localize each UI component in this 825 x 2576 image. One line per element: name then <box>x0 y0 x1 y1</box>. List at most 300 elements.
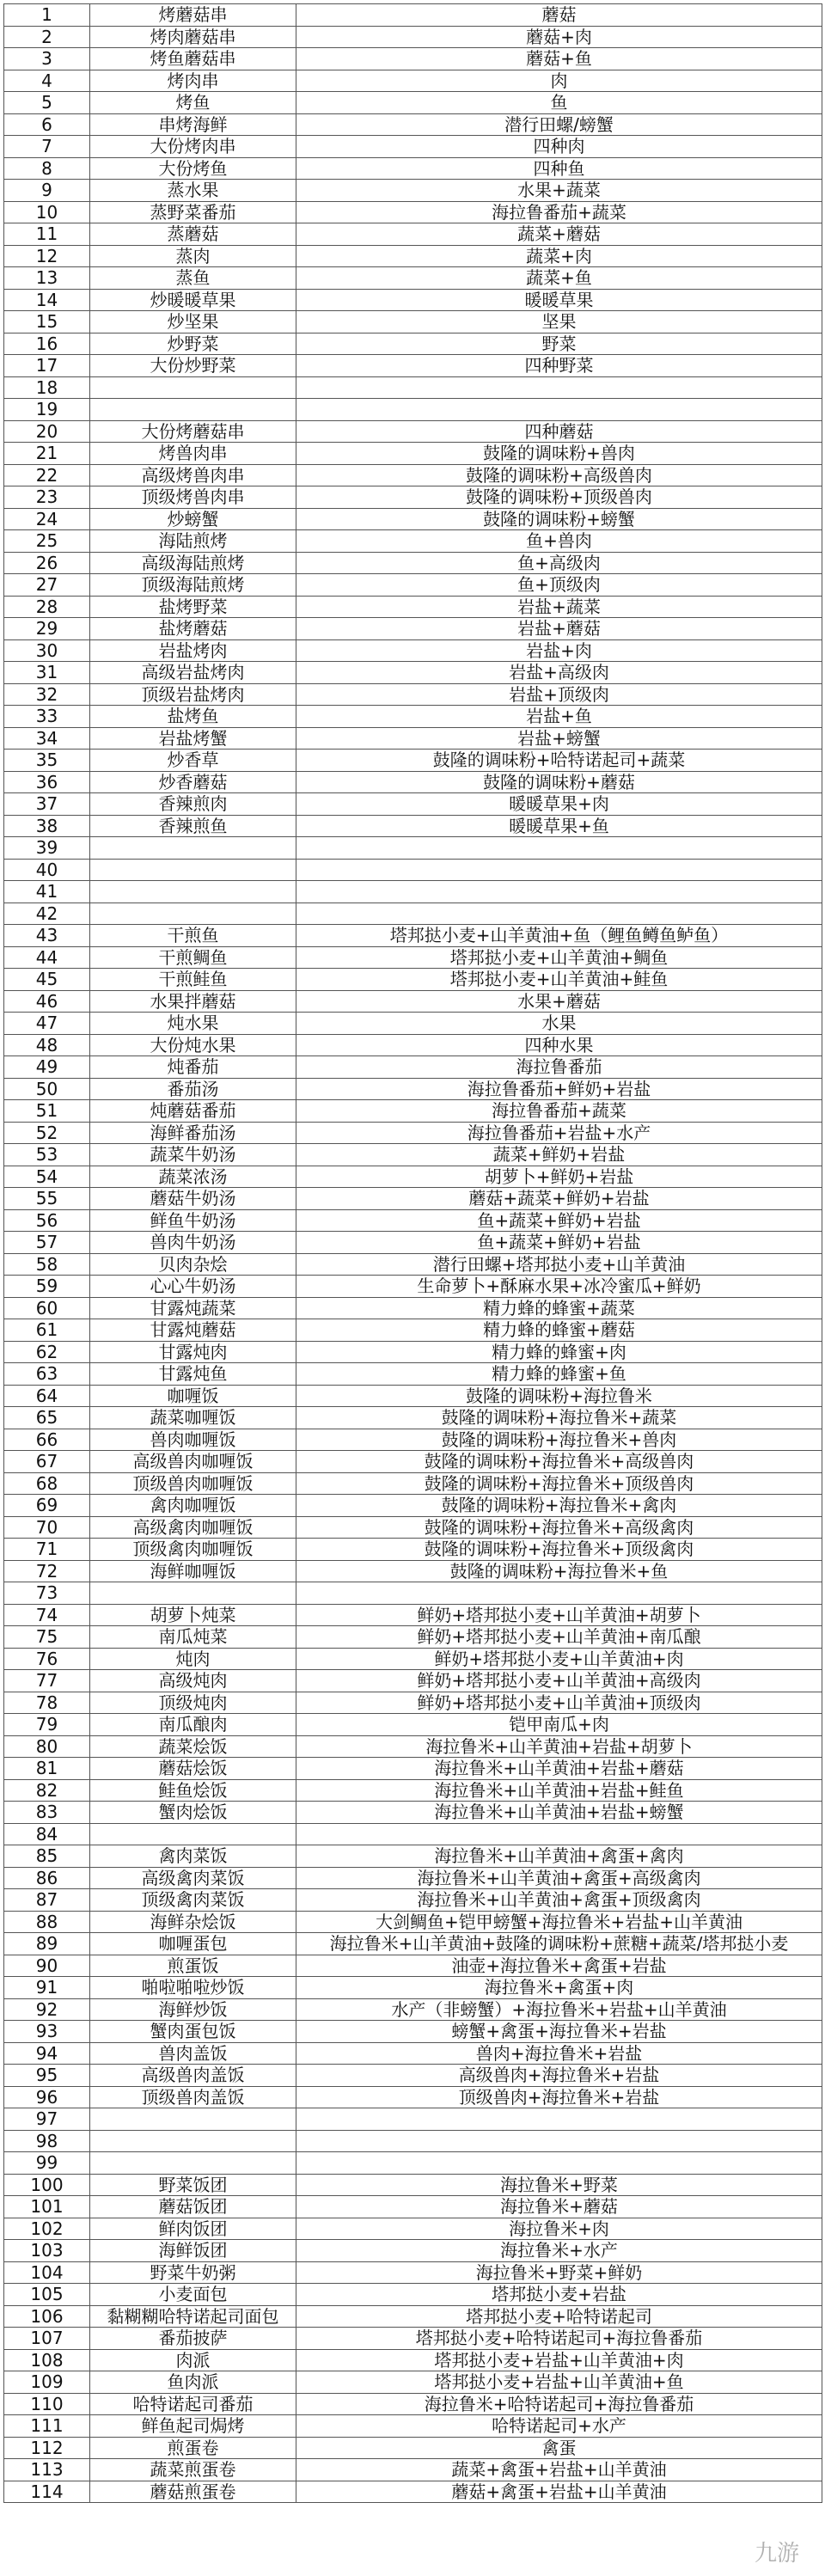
ingredients-cell <box>296 1582 822 1605</box>
row-number-cell: 61 <box>4 1319 90 1342</box>
row-number-cell: 6 <box>4 113 90 136</box>
table-row <box>4 2065 822 2087</box>
ingredients-cell: 鲜奶+塔邦挞小麦+山羊黄油+高级肉 <box>296 1670 822 1692</box>
row-number-cell: 42 <box>4 903 90 925</box>
ingredients-cell: 蔬菜+肉 <box>296 245 822 267</box>
table-row <box>4 4 822 27</box>
ingredients-cell: 鼓隆的调味粉+海拉鲁米+高级禽肉 <box>296 1516 822 1539</box>
row-number-cell: 35 <box>4 750 90 772</box>
ingredients-cell: 海拉鲁番茄+蔬菜 <box>296 201 822 223</box>
ingredients-cell: 精力蜂的蜂蜜+肉 <box>296 1341 822 1363</box>
dish-name-cell: 甘露炖肉 <box>90 1341 296 1363</box>
dish-name-cell <box>90 376 296 399</box>
row-number-cell: 31 <box>4 662 90 684</box>
ingredients-cell: 鼓隆的调味粉+兽肉 <box>296 443 822 465</box>
dish-name-cell: 炖蘑菇番茄 <box>90 1100 296 1123</box>
dish-name-cell <box>90 859 296 881</box>
table-row <box>4 223 822 246</box>
dish-name-cell: 香辣煎肉 <box>90 793 296 816</box>
row-number-cell: 110 <box>4 2393 90 2415</box>
ingredients-cell: 塔邦挞小麦+哈特诺起司+海拉鲁番茄 <box>296 2328 822 2350</box>
row-number-cell: 23 <box>4 486 90 509</box>
dish-name-cell: 高级海陆煎烤 <box>90 552 296 574</box>
ingredients-cell: 蔬菜+鲜奶+岩盐 <box>296 1144 822 1166</box>
row-number-cell: 30 <box>4 639 90 662</box>
table-row <box>4 2328 822 2350</box>
ingredients-cell: 岩盐+顶级肉 <box>296 683 822 706</box>
table-row <box>4 1209 822 1232</box>
table-row <box>4 201 822 223</box>
ingredients-cell: 精力蜂的蜂蜜+鱼 <box>296 1363 822 1386</box>
ingredients-cell: 水果+蘑菇 <box>296 990 822 1013</box>
table-row <box>4 662 822 684</box>
ingredients-cell: 水果 <box>296 1013 822 1035</box>
ingredients-cell: 四种蘑菇 <box>296 420 822 443</box>
table-row <box>4 1166 822 1188</box>
ingredients-cell: 岩盐+鱼 <box>296 706 822 728</box>
table-row <box>4 1232 822 1254</box>
row-number-cell: 74 <box>4 1604 90 1626</box>
ingredients-cell: 鲜奶+塔邦挞小麦+山羊黄油+顶级肉 <box>296 1692 822 1714</box>
dish-name-cell: 大份烤鱼 <box>90 157 296 180</box>
dish-name-cell: 香辣煎鱼 <box>90 815 296 837</box>
table-row <box>4 333 822 355</box>
row-number-cell: 54 <box>4 1166 90 1188</box>
row-number-cell: 36 <box>4 771 90 793</box>
dish-name-cell: 蘑菇烩饭 <box>90 1758 296 1780</box>
row-number-cell: 106 <box>4 2305 90 2328</box>
table-row <box>4 837 822 860</box>
dish-name-cell: 水果拌蘑菇 <box>90 990 296 1013</box>
row-number-cell: 16 <box>4 333 90 355</box>
row-number-cell: 7 <box>4 136 90 158</box>
table-row <box>4 1472 822 1495</box>
table-row <box>4 1582 822 1605</box>
dish-name-cell: 鲜肉饭团 <box>90 2218 296 2240</box>
table-row <box>4 1889 822 1912</box>
ingredients-cell: 水产（非螃蟹）+海拉鲁米+岩盐+山羊黄油 <box>296 1998 822 2021</box>
row-number-cell: 79 <box>4 1714 90 1736</box>
dish-name-cell: 鲜鱼牛奶汤 <box>90 1209 296 1232</box>
row-number-cell: 51 <box>4 1100 90 1123</box>
ingredients-cell: 塔邦挞小麦+山羊黄油+鲷鱼 <box>296 946 822 969</box>
table-row <box>4 925 822 947</box>
row-number-cell: 55 <box>4 1188 90 1210</box>
dish-name-cell: 贝肉杂烩 <box>90 1253 296 1276</box>
row-number-cell: 92 <box>4 1998 90 2021</box>
dish-name-cell: 高级岩盐烤肉 <box>90 662 296 684</box>
dish-name-cell: 高级禽肉菜饭 <box>90 1867 296 1889</box>
row-number-cell: 67 <box>4 1451 90 1473</box>
table-row <box>4 683 822 706</box>
table-row <box>4 706 822 728</box>
dish-name-cell: 鱼肉派 <box>90 2371 296 2394</box>
table-row <box>4 771 822 793</box>
row-number-cell: 48 <box>4 1034 90 1056</box>
ingredients-cell: 海拉鲁番茄 <box>296 1056 822 1079</box>
row-number-cell: 37 <box>4 793 90 816</box>
table-row <box>4 881 822 903</box>
table-row <box>4 311 822 333</box>
dish-name-cell: 蟹肉烩饭 <box>90 1802 296 1824</box>
row-number-cell: 46 <box>4 990 90 1013</box>
row-number-cell: 39 <box>4 837 90 860</box>
table-row <box>4 2042 822 2065</box>
row-number-cell: 59 <box>4 1276 90 1298</box>
row-number-cell: 19 <box>4 399 90 421</box>
dish-name-cell: 鲜鱼起司焗烤 <box>90 2415 296 2438</box>
ingredients-cell: 海拉鲁米+蘑菇 <box>296 2196 822 2218</box>
dish-name-cell: 烤鱼 <box>90 92 296 114</box>
table-row <box>4 1867 822 1889</box>
ingredients-cell: 暖暖草果+鱼 <box>296 815 822 837</box>
row-number-cell: 63 <box>4 1363 90 1386</box>
dish-name-cell: 甘露炖鱼 <box>90 1363 296 1386</box>
row-number-cell: 82 <box>4 1779 90 1802</box>
table-row <box>4 2459 822 2481</box>
dish-name-cell: 炒螃蟹 <box>90 508 296 530</box>
ingredients-cell: 海拉鲁米+山羊黄油+岩盐+胡萝卜 <box>296 1735 822 1758</box>
dish-name-cell: 炒野菜 <box>90 333 296 355</box>
row-number-cell: 102 <box>4 2218 90 2240</box>
row-number-cell: 24 <box>4 508 90 530</box>
table-row <box>4 727 822 750</box>
table-row <box>4 969 822 991</box>
ingredients-cell: 海拉鲁米+野菜+鲜奶 <box>296 2261 822 2284</box>
dish-name-cell: 蔬菜牛奶汤 <box>90 1144 296 1166</box>
ingredients-cell: 塔邦挞小麦+哈特诺起司 <box>296 2305 822 2328</box>
ingredients-cell <box>296 837 822 860</box>
row-number-cell: 29 <box>4 618 90 640</box>
table-row <box>4 990 822 1013</box>
ingredients-cell: 顶级兽肉+海拉鲁米+岩盐 <box>296 2086 822 2108</box>
table-row <box>4 1845 822 1868</box>
table-row <box>4 420 822 443</box>
dish-name-cell: 甘露炖蔬菜 <box>90 1297 296 1319</box>
row-number-cell: 22 <box>4 464 90 486</box>
ingredients-cell: 水果+蔬菜 <box>296 180 822 202</box>
row-number-cell: 12 <box>4 245 90 267</box>
dish-name-cell: 蟹肉蛋包饭 <box>90 2021 296 2043</box>
ingredients-cell: 鼓隆的调味粉+蘑菇 <box>296 771 822 793</box>
ingredients-cell: 坚果 <box>296 311 822 333</box>
dish-name-cell: 海鲜饭团 <box>90 2240 296 2262</box>
dish-name-cell: 岩盐烤蟹 <box>90 727 296 750</box>
table-row <box>4 859 822 881</box>
table-row <box>4 2086 822 2108</box>
dish-name-cell: 海鲜咖喱饭 <box>90 1560 296 1582</box>
dish-name-cell: 海鲜番茄汤 <box>90 1122 296 1144</box>
dish-name-cell: 大份烤肉串 <box>90 136 296 158</box>
ingredients-cell: 海拉鲁米+山羊黄油+岩盐+蘑菇 <box>296 1758 822 1780</box>
ingredients-cell: 胡萝卜+鲜奶+岩盐 <box>296 1166 822 1188</box>
ingredients-cell: 海拉鲁米+山羊黄油+禽蛋+顶级禽肉 <box>296 1889 822 1912</box>
table-row <box>4 1407 822 1429</box>
dish-name-cell: 顶级炖肉 <box>90 1692 296 1714</box>
ingredients-cell: 塔邦挞小麦+山羊黄油+鱼（鲤鱼鳟鱼鲈鱼） <box>296 925 822 947</box>
ingredients-cell <box>296 2108 822 2131</box>
ingredients-cell <box>296 903 822 925</box>
table-row <box>4 815 822 837</box>
row-number-cell: 103 <box>4 2240 90 2262</box>
row-number-cell: 45 <box>4 969 90 991</box>
table-row <box>4 1758 822 1780</box>
row-number-cell: 56 <box>4 1209 90 1232</box>
ingredients-cell: 海拉鲁米+禽蛋+肉 <box>296 1977 822 1999</box>
ingredients-cell: 肉 <box>296 70 822 92</box>
dish-name-cell: 禽肉菜饭 <box>90 1845 296 1868</box>
row-number-cell: 52 <box>4 1122 90 1144</box>
row-number-cell: 65 <box>4 1407 90 1429</box>
row-number-cell: 86 <box>4 1867 90 1889</box>
row-number-cell: 49 <box>4 1056 90 1079</box>
dish-name-cell: 煎蛋卷 <box>90 2437 296 2459</box>
dish-name-cell: 顶级禽肉咖喱饭 <box>90 1539 296 1561</box>
table-row <box>4 1626 822 1649</box>
ingredients-cell: 鼓隆的调味粉+海拉鲁米+高级兽肉 <box>296 1451 822 1473</box>
table-row <box>4 508 822 530</box>
table-row <box>4 1363 822 1386</box>
table-row <box>4 793 822 816</box>
row-number-cell: 11 <box>4 223 90 246</box>
row-number-cell: 112 <box>4 2437 90 2459</box>
table-row <box>4 48 822 70</box>
table-row <box>4 1056 822 1079</box>
row-number-cell: 71 <box>4 1539 90 1561</box>
row-number-cell: 70 <box>4 1516 90 1539</box>
dish-name-cell: 岩盐烤肉 <box>90 639 296 662</box>
table-row <box>4 1955 822 1977</box>
table-row <box>4 1823 822 1845</box>
dish-name-cell: 兽肉牛奶汤 <box>90 1232 296 1254</box>
ingredients-cell: 哈特诺起司+水产 <box>296 2415 822 2438</box>
table-row <box>4 1253 822 1276</box>
dish-name-cell <box>90 399 296 421</box>
ingredients-cell: 岩盐+高级肉 <box>296 662 822 684</box>
dish-name-cell: 蘑菇牛奶汤 <box>90 1188 296 1210</box>
dish-name-cell: 炒暖暖草果 <box>90 289 296 311</box>
row-number-cell: 108 <box>4 2349 90 2371</box>
dish-name-cell: 蒸肉 <box>90 245 296 267</box>
row-number-cell: 84 <box>4 1823 90 1845</box>
dish-name-cell: 野菜牛奶粥 <box>90 2261 296 2284</box>
row-number-cell: 113 <box>4 2459 90 2481</box>
ingredients-cell: 蘑菇+禽蛋+岩盐+山羊黄油 <box>296 2481 822 2503</box>
row-number-cell: 73 <box>4 1582 90 1605</box>
ingredients-cell: 鼓隆的调味粉+海拉鲁米+顶级禽肉 <box>296 1539 822 1561</box>
ingredients-cell: 四种水果 <box>296 1034 822 1056</box>
ingredients-cell: 蘑菇 <box>296 4 822 27</box>
row-number-cell: 1 <box>4 4 90 27</box>
ingredients-cell: 蘑菇+肉 <box>296 26 822 48</box>
dish-name-cell: 蒸水果 <box>90 180 296 202</box>
dish-name-cell: 大份炒野菜 <box>90 355 296 377</box>
dish-name-cell <box>90 1823 296 1845</box>
row-number-cell: 50 <box>4 1078 90 1100</box>
row-number-cell: 13 <box>4 267 90 290</box>
ingredients-cell: 大剑鲷鱼+铠甲螃蟹+海拉鲁米+岩盐+山羊黄油 <box>296 1911 822 1933</box>
dish-name-cell: 高级兽肉盖饭 <box>90 2065 296 2087</box>
dish-name-cell: 烤鱼蘑菇串 <box>90 48 296 70</box>
ingredients-cell: 鼓隆的调味粉+海拉鲁米+蔬菜 <box>296 1407 822 1429</box>
ingredients-cell: 海拉鲁米+野菜 <box>296 2174 822 2196</box>
table-row <box>4 903 822 925</box>
ingredients-cell: 精力蜂的蜂蜜+蘑菇 <box>296 1319 822 1342</box>
ingredients-cell <box>296 399 822 421</box>
dish-name-cell: 盐烤鱼 <box>90 706 296 728</box>
ingredients-cell: 塔邦挞小麦+岩盐+山羊黄油+肉 <box>296 2349 822 2371</box>
row-number-cell: 111 <box>4 2415 90 2438</box>
ingredients-cell: 暖暖草果+肉 <box>296 793 822 816</box>
ingredients-cell: 生命萝卜+酥麻水果+冰冷蜜瓜+鲜奶 <box>296 1276 822 1298</box>
ingredients-cell: 蘑菇+蔬菜+鲜奶+岩盐 <box>296 1188 822 1210</box>
ingredients-cell: 鼓隆的调味粉+螃蟹 <box>296 508 822 530</box>
dish-name-cell: 顶级兽肉盖饭 <box>90 2086 296 2108</box>
table-row <box>4 574 822 597</box>
row-number-cell: 104 <box>4 2261 90 2284</box>
dish-name-cell: 蒸蘑菇 <box>90 223 296 246</box>
dish-name-cell: 干煎鲷鱼 <box>90 946 296 969</box>
ingredients-cell: 岩盐+蘑菇 <box>296 618 822 640</box>
row-number-cell: 88 <box>4 1911 90 1933</box>
table-row <box>4 1692 822 1714</box>
table-row <box>4 2371 822 2394</box>
row-number-cell: 83 <box>4 1802 90 1824</box>
ingredients-cell: 蔬菜+蘑菇 <box>296 223 822 246</box>
dish-name-cell: 高级兽肉咖喱饭 <box>90 1451 296 1473</box>
ingredients-cell: 鱼 <box>296 92 822 114</box>
table-row <box>4 1319 822 1342</box>
ingredients-cell: 海拉鲁番茄+鲜奶+岩盐 <box>296 1078 822 1100</box>
row-number-cell: 97 <box>4 2108 90 2131</box>
table-row <box>4 530 822 553</box>
ingredients-cell: 蔬菜+鱼 <box>296 267 822 290</box>
row-number-cell: 2 <box>4 26 90 48</box>
table-row <box>4 26 822 48</box>
ingredients-cell: 鼓隆的调味粉+海拉鲁米 <box>296 1385 822 1407</box>
ingredients-cell: 鼓隆的调味粉+高级兽肉 <box>296 464 822 486</box>
row-number-cell: 4 <box>4 70 90 92</box>
table-row <box>4 464 822 486</box>
ingredients-cell: 海拉鲁番茄+蔬菜 <box>296 1100 822 1123</box>
ingredients-cell: 暖暖草果 <box>296 289 822 311</box>
ingredients-cell: 蘑菇+鱼 <box>296 48 822 70</box>
table-row <box>4 1648 822 1670</box>
dish-name-cell: 小麦面包 <box>90 2284 296 2306</box>
ingredients-cell: 鼓隆的调味粉+海拉鲁米+顶级兽肉 <box>296 1472 822 1495</box>
dish-name-cell: 顶级烤兽肉串 <box>90 486 296 509</box>
dish-name-cell: 肉派 <box>90 2349 296 2371</box>
ingredients-cell: 鼓隆的调味粉+哈特诺起司+蔬菜 <box>296 750 822 772</box>
table-row <box>4 1670 822 1692</box>
table-row <box>4 157 822 180</box>
row-number-cell: 78 <box>4 1692 90 1714</box>
dish-name-cell: 哈特诺起司番茄 <box>90 2393 296 2415</box>
table-row <box>4 1495 822 1517</box>
table-row <box>4 2108 822 2131</box>
table-row <box>4 1802 822 1824</box>
dish-name-cell: 海陆煎烤 <box>90 530 296 553</box>
ingredients-cell: 兽肉+海拉鲁米+岩盐 <box>296 2042 822 2065</box>
dish-name-cell: 蔬菜烩饭 <box>90 1735 296 1758</box>
table-row <box>4 2218 822 2240</box>
ingredients-cell: 海拉鲁米+山羊黄油+禽蛋+高级禽肉 <box>296 1867 822 1889</box>
row-number-cell: 32 <box>4 683 90 706</box>
table-row <box>4 1122 822 1144</box>
table-row <box>4 1735 822 1758</box>
dish-name-cell: 顶级禽肉菜饭 <box>90 1889 296 1912</box>
recipe-table <box>3 3 822 2503</box>
table-row <box>4 1013 822 1035</box>
ingredients-cell: 岩盐+螃蟹 <box>296 727 822 750</box>
table-row <box>4 946 822 969</box>
table-row <box>4 1516 822 1539</box>
table-row <box>4 552 822 574</box>
ingredients-cell: 禽蛋 <box>296 2437 822 2459</box>
row-number-cell: 114 <box>4 2481 90 2503</box>
table-row <box>4 1560 822 1582</box>
row-number-cell: 66 <box>4 1429 90 1451</box>
row-number-cell: 60 <box>4 1297 90 1319</box>
row-number-cell: 43 <box>4 925 90 947</box>
dish-name-cell: 兽肉咖喱饭 <box>90 1429 296 1451</box>
dish-name-cell: 心心牛奶汤 <box>90 1276 296 1298</box>
ingredients-cell: 潜行田螺+塔邦挞小麦+山羊黄油 <box>296 1253 822 1276</box>
ingredients-cell: 鱼+蔬菜+鲜奶+岩盐 <box>296 1209 822 1232</box>
ingredients-cell: 鲜奶+塔邦挞小麦+山羊黄油+胡萝卜 <box>296 1604 822 1626</box>
row-number-cell: 93 <box>4 2021 90 2043</box>
table-row <box>4 596 822 618</box>
row-number-cell: 98 <box>4 2130 90 2152</box>
row-number-cell: 8 <box>4 157 90 180</box>
ingredients-cell: 海拉鲁米+肉 <box>296 2218 822 2240</box>
ingredients-cell: 油壶+海拉鲁米+禽蛋+岩盐 <box>296 1955 822 1977</box>
table-row <box>4 1188 822 1210</box>
ingredients-cell: 海拉鲁米+哈特诺起司+海拉鲁番茄 <box>296 2393 822 2415</box>
row-number-cell: 10 <box>4 201 90 223</box>
dish-name-cell: 炒香草 <box>90 750 296 772</box>
ingredients-cell: 四种肉 <box>296 136 822 158</box>
dish-name-cell: 干煎鱼 <box>90 925 296 947</box>
dish-name-cell: 蘑菇煎蛋卷 <box>90 2481 296 2503</box>
dish-name-cell <box>90 2108 296 2131</box>
dish-name-cell: 番茄汤 <box>90 1078 296 1100</box>
table-row <box>4 618 822 640</box>
dish-name-cell: 高级禽肉咖喱饭 <box>90 1516 296 1539</box>
table-row <box>4 70 822 92</box>
table-row <box>4 376 822 399</box>
row-number-cell: 95 <box>4 2065 90 2087</box>
ingredients-cell: 鼓隆的调味粉+海拉鲁米+兽肉 <box>296 1429 822 1451</box>
ingredients-cell: 海拉鲁米+山羊黄油+岩盐+鲑鱼 <box>296 1779 822 1802</box>
row-number-cell: 80 <box>4 1735 90 1758</box>
row-number-cell: 90 <box>4 1955 90 1977</box>
row-number-cell: 105 <box>4 2284 90 2306</box>
row-number-cell: 25 <box>4 530 90 553</box>
table-row <box>4 1977 822 1999</box>
row-number-cell: 100 <box>4 2174 90 2196</box>
ingredients-cell: 野菜 <box>296 333 822 355</box>
dish-name-cell: 蒸野菜番茄 <box>90 201 296 223</box>
row-number-cell: 5 <box>4 92 90 114</box>
ingredients-cell: 塔邦挞小麦+岩盐+山羊黄油+鱼 <box>296 2371 822 2394</box>
dish-name-cell: 串烤海鲜 <box>90 113 296 136</box>
dish-name-cell: 咖喱饭 <box>90 1385 296 1407</box>
row-number-cell: 40 <box>4 859 90 881</box>
ingredients-cell: 海拉鲁米+山羊黄油+岩盐+螃蟹 <box>296 1802 822 1824</box>
table-row <box>4 1297 822 1319</box>
dish-name-cell: 高级炖肉 <box>90 1670 296 1692</box>
